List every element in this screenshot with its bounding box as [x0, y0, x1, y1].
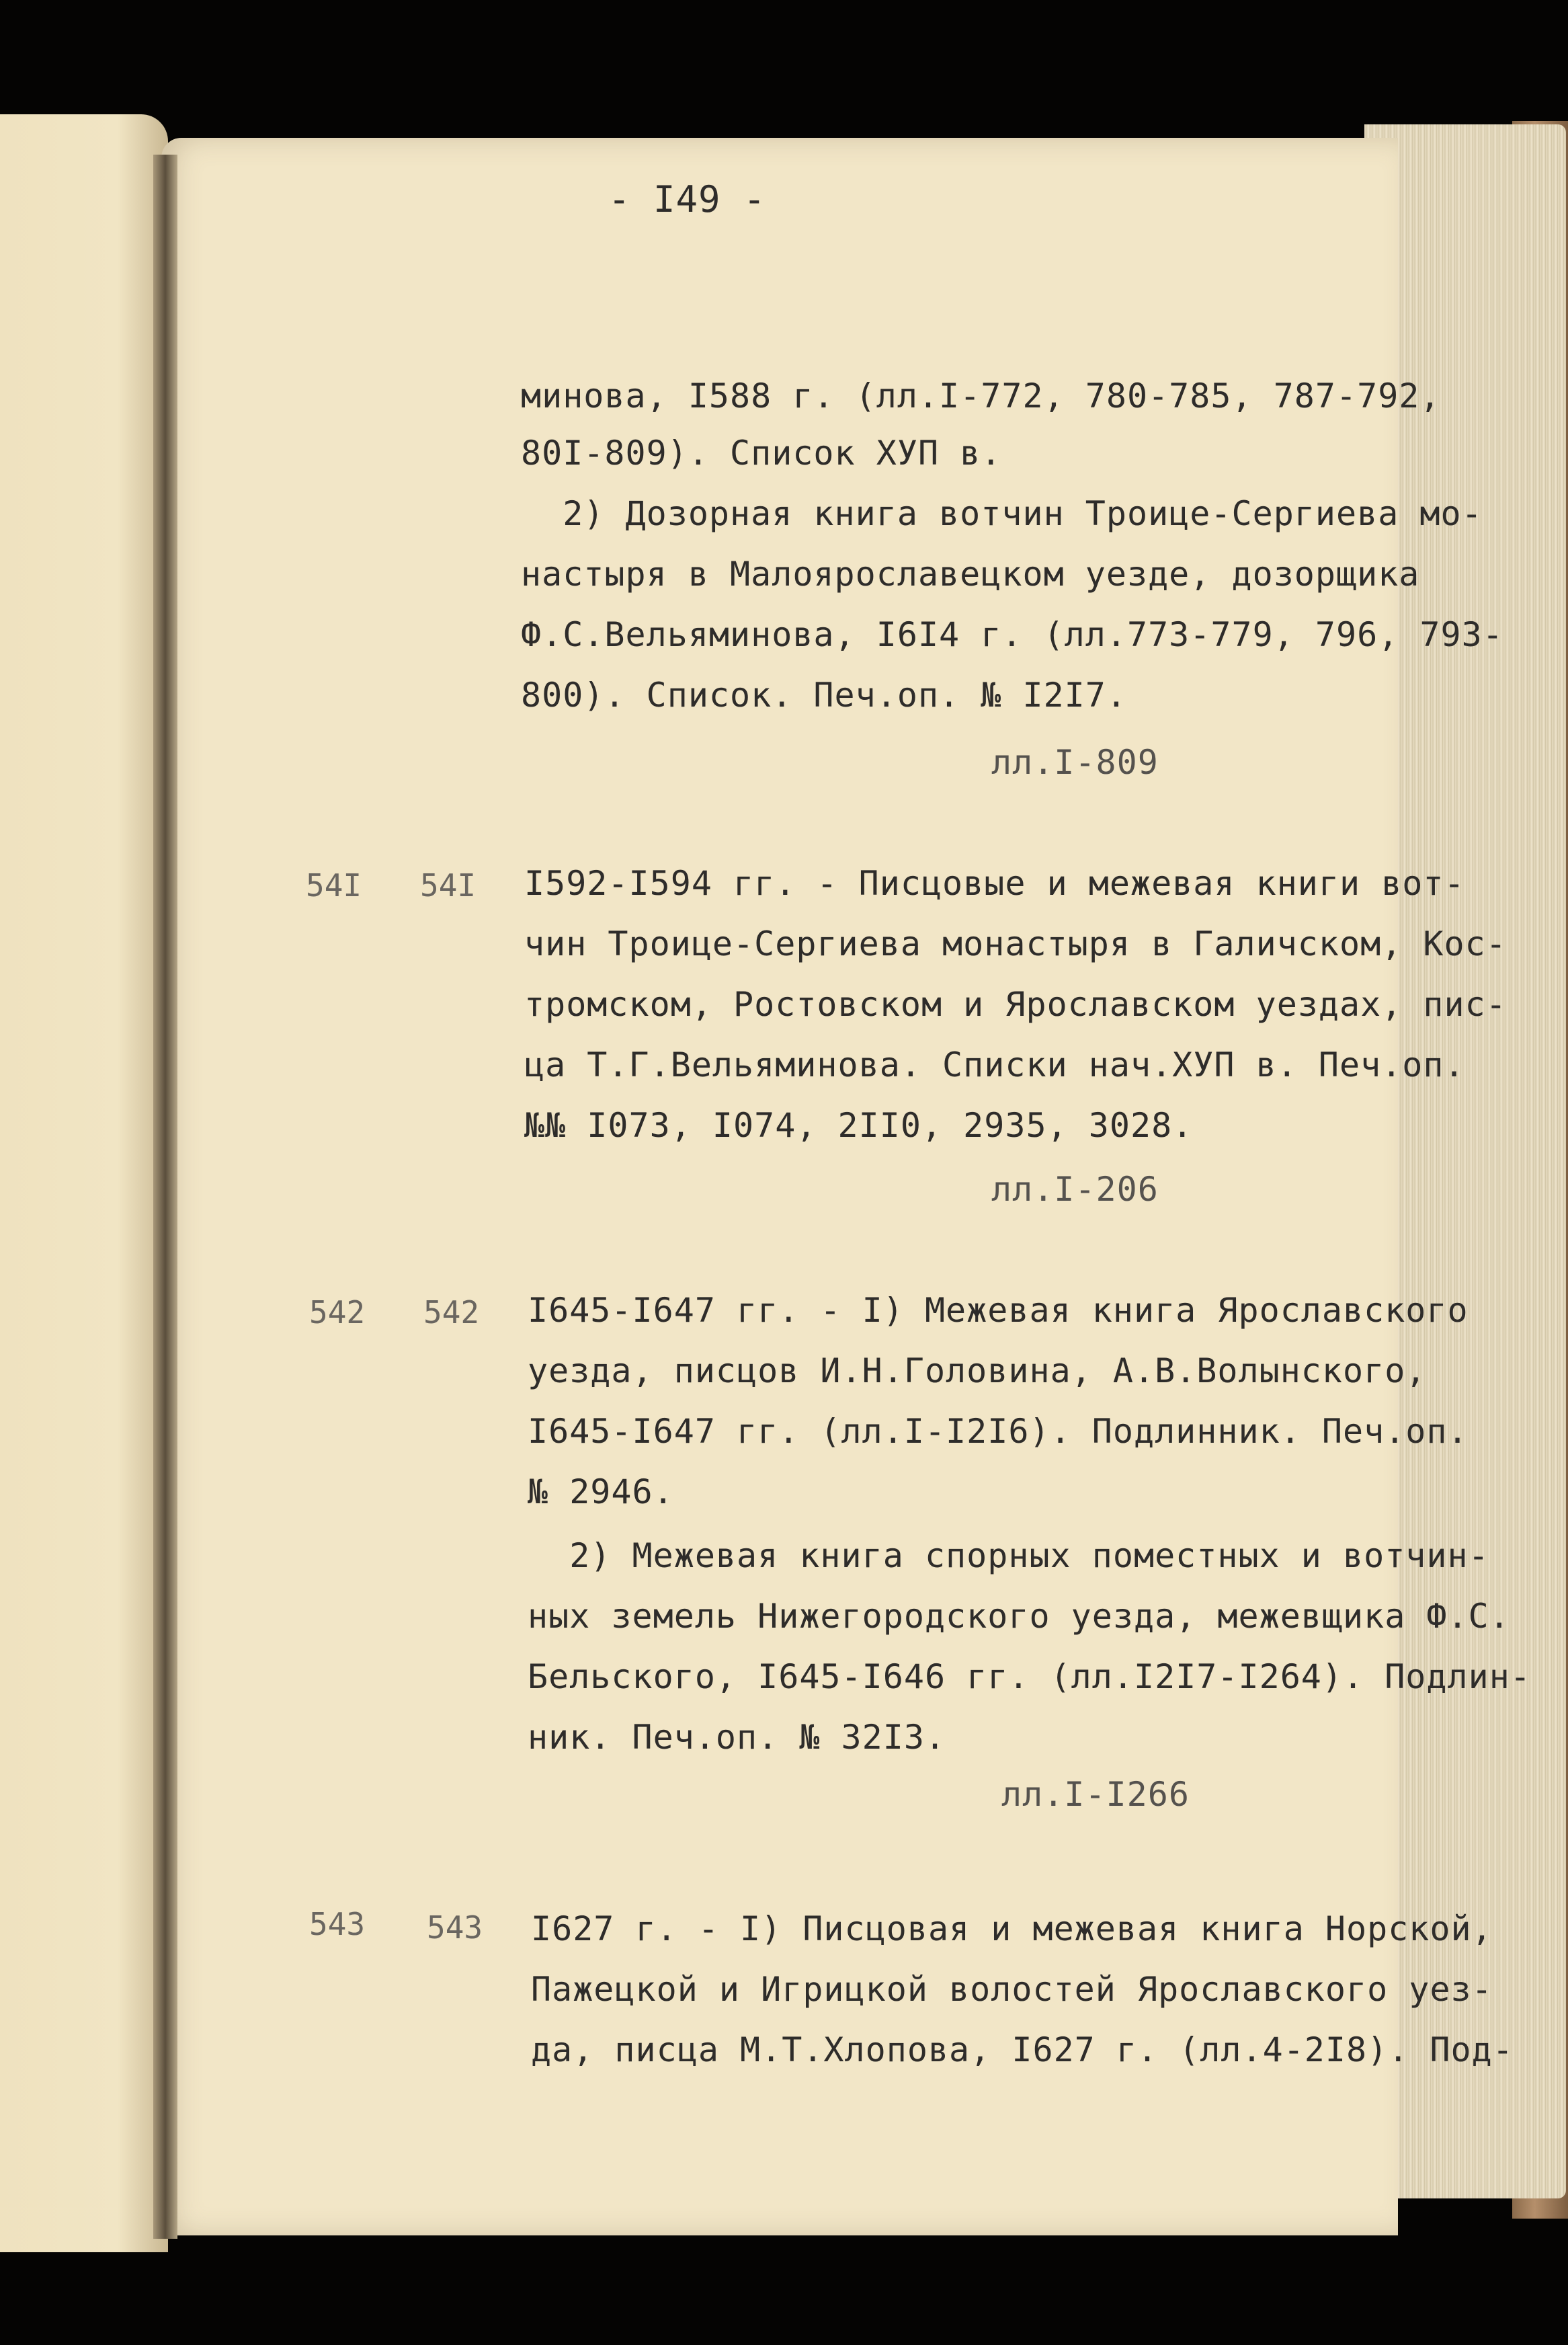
- text-line: чин Троице-Сергиева монастыря в Галичском, Кос-: [524, 924, 1507, 963]
- text-line: 2) Дозорная книга вотчин Троице-Сергиева мо-: [521, 494, 1483, 533]
- text-line: ник. Печ.оп. № 32I3.: [528, 1718, 946, 1757]
- page-number: - I49 -: [608, 178, 766, 221]
- text-line: I645-I647 гг. (лл.I-I2I6). Подлинник. Печ.оп.: [528, 1412, 1469, 1451]
- left-page: [0, 114, 168, 2252]
- entry-number: 54I: [306, 867, 362, 904]
- text-line: Бельского, I645-I646 гг. (лл.I2I7-I264). Подлин-: [528, 1657, 1531, 1696]
- sheet-range: лл.I-206: [991, 1170, 1159, 1209]
- text-line: 2) Межевая книга спорных поместных и вотчин-: [528, 1536, 1489, 1575]
- text-line: минова, I588 г. (лл.I-772, 780-785, 787-792,: [521, 376, 1441, 415]
- entry-number: 54I: [420, 867, 477, 904]
- entry-number: 542: [423, 1294, 480, 1330]
- entry-number: 542: [309, 1294, 366, 1330]
- text-line: Пажецкой и Игрицкой волостей Ярославского уез-: [531, 1970, 1493, 2009]
- text-line: настыря в Малоярославецком уезде, дозорщика: [521, 555, 1420, 594]
- entry-number: 543: [309, 1906, 366, 1942]
- text-line: Ф.С.Вельяминова, I6I4 г. (лл.773-779, 796, 793-: [521, 615, 1503, 654]
- text-line: №№ I073, I074, 2II0, 2935, 3028.: [524, 1106, 1194, 1145]
- text-line: 80I-809). Список ХУП в.: [521, 434, 1002, 473]
- text-line: ца Т.Г.Вельяминова. Списки нач.ХУП в. Печ.оп.: [524, 1045, 1465, 1084]
- text-line: I645-I647 гг. - I) Межевая книга Ярославского: [528, 1291, 1469, 1330]
- book-gutter: [153, 155, 177, 2239]
- text-line: I627 г. - I) Писцовая и межевая книга Норской,: [531, 1909, 1493, 1948]
- text-line: тромском, Ростовском и Ярославском уездах, пис-: [524, 985, 1507, 1024]
- text-line: I592-I594 гг. - Писцовые и межевая книги вот-: [524, 864, 1465, 903]
- text-line: № 2946.: [528, 1472, 674, 1511]
- entry-number: 543: [427, 1909, 483, 1946]
- text-line: да, писца М.Т.Хлопова, I627 г. (лл.4-2I8). Под-: [531, 2030, 1514, 2069]
- sheet-range: лл.I-809: [991, 743, 1159, 782]
- text-line: ных земель Нижегородского уезда, межевщика Ф.С.: [528, 1597, 1510, 1636]
- sheet-range: лл.I-I266: [1001, 1775, 1190, 1814]
- text-line: уезда, писцов И.Н.Головина, А.В.Волынского,: [528, 1351, 1427, 1390]
- text-line: 800). Список. Печ.оп. № I2I7.: [521, 676, 1127, 715]
